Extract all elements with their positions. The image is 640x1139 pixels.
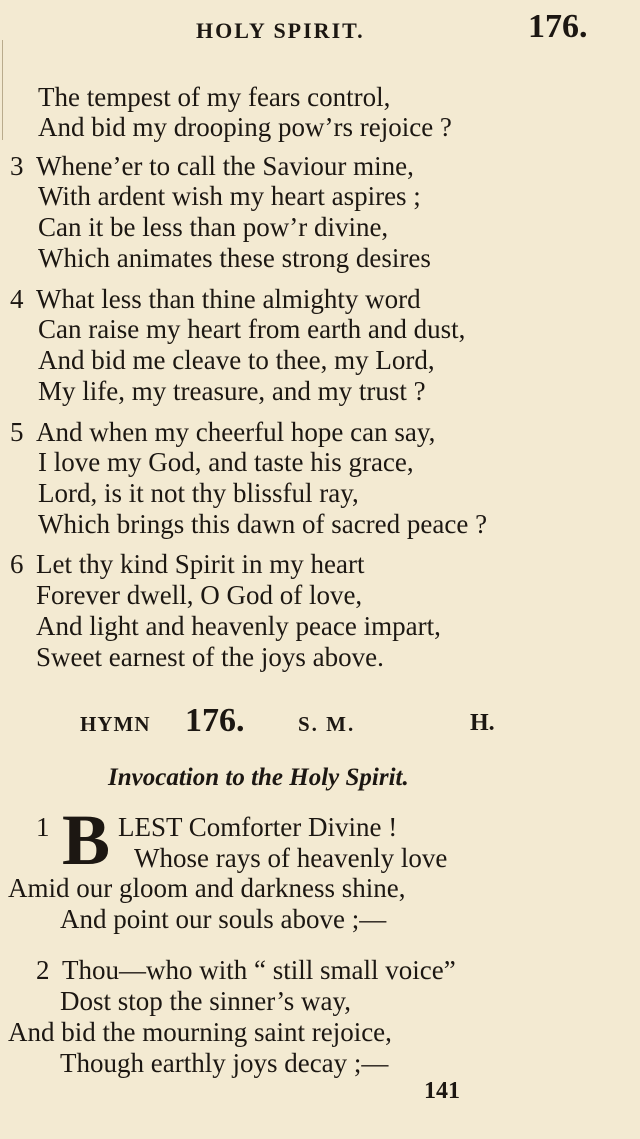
verse-line: My life, my treasure, and my trust ? bbox=[38, 376, 426, 406]
hymn-heading bbox=[0, 702, 640, 742]
running-title: HOLY SPIRIT. bbox=[196, 18, 365, 43]
drop-cap: B bbox=[62, 800, 111, 880]
verse-line: Forever dwell, O God of love, bbox=[36, 580, 363, 610]
stanza-number: 4 bbox=[10, 284, 24, 314]
tune-mark: H. bbox=[470, 710, 495, 736]
verse-line: LEST Comforter Divine ! bbox=[118, 812, 398, 842]
verse-line: And bid me cleave to thee, my Lord, bbox=[38, 345, 435, 375]
verse-line: Amid our gloom and darkness shine, bbox=[8, 873, 406, 903]
gutter-line bbox=[2, 40, 3, 140]
hymn-subtitle: Invocation to the Holy Spirit. bbox=[108, 764, 409, 791]
hymn-number: 176. bbox=[185, 702, 245, 739]
verse-line: Dost stop the sinner’s way, bbox=[60, 986, 351, 1016]
verse-line: Can it be less than pow’r divine, bbox=[38, 212, 389, 242]
verse-line: Which brings this dawn of sacred peace ? bbox=[38, 509, 488, 539]
running-header bbox=[0, 8, 640, 48]
verse-line: Whene’er to call the Saviour mine, bbox=[36, 151, 414, 181]
verse-line: And light and heavenly peace impart, bbox=[36, 611, 441, 641]
hymn-meter: S. M. bbox=[298, 712, 356, 736]
verse-line: And bid my drooping pow’rs rejoice ? bbox=[38, 112, 452, 142]
hymn-label: HYMN bbox=[80, 712, 151, 736]
verse-line: Sweet earnest of the joys above. bbox=[36, 642, 384, 672]
verse-line: With ardent wish my heart aspires ; bbox=[38, 181, 421, 211]
verse-line: And when my cheerful hope can say, bbox=[36, 417, 436, 447]
verse-line: Lord, is it not thy blissful ray, bbox=[38, 478, 359, 508]
stanza-number: 5 bbox=[10, 417, 24, 447]
verse-line: Let thy kind Spirit in my heart bbox=[36, 549, 365, 579]
stanza-number: 6 bbox=[10, 549, 24, 579]
stanza-number: 1 bbox=[36, 812, 50, 842]
stanza-number: 3 bbox=[10, 151, 24, 181]
verse-line: I love my God, and taste his grace, bbox=[38, 447, 414, 477]
verse-line: Can raise my heart from earth and dust, bbox=[38, 314, 466, 344]
stanza-number: 2 bbox=[36, 955, 50, 985]
verse-line: Whose rays of heavenly love bbox=[134, 843, 448, 873]
verse-line: And bid the mourning saint rejoice, bbox=[8, 1017, 392, 1047]
verse-line: What less than thine almighty word bbox=[36, 284, 421, 314]
verse-line: Thou—who with “ still small voice” bbox=[62, 955, 456, 985]
hymn-page-number: 176. bbox=[528, 8, 588, 45]
verse-line: The tempest of my fears control, bbox=[38, 82, 391, 112]
folio-number: 141 bbox=[424, 1078, 460, 1104]
verse-line: Which animates these strong desires bbox=[38, 243, 431, 273]
verse-line: Though earthly joys decay ;— bbox=[60, 1048, 389, 1078]
verse-line: And point our souls above ;— bbox=[60, 904, 387, 934]
